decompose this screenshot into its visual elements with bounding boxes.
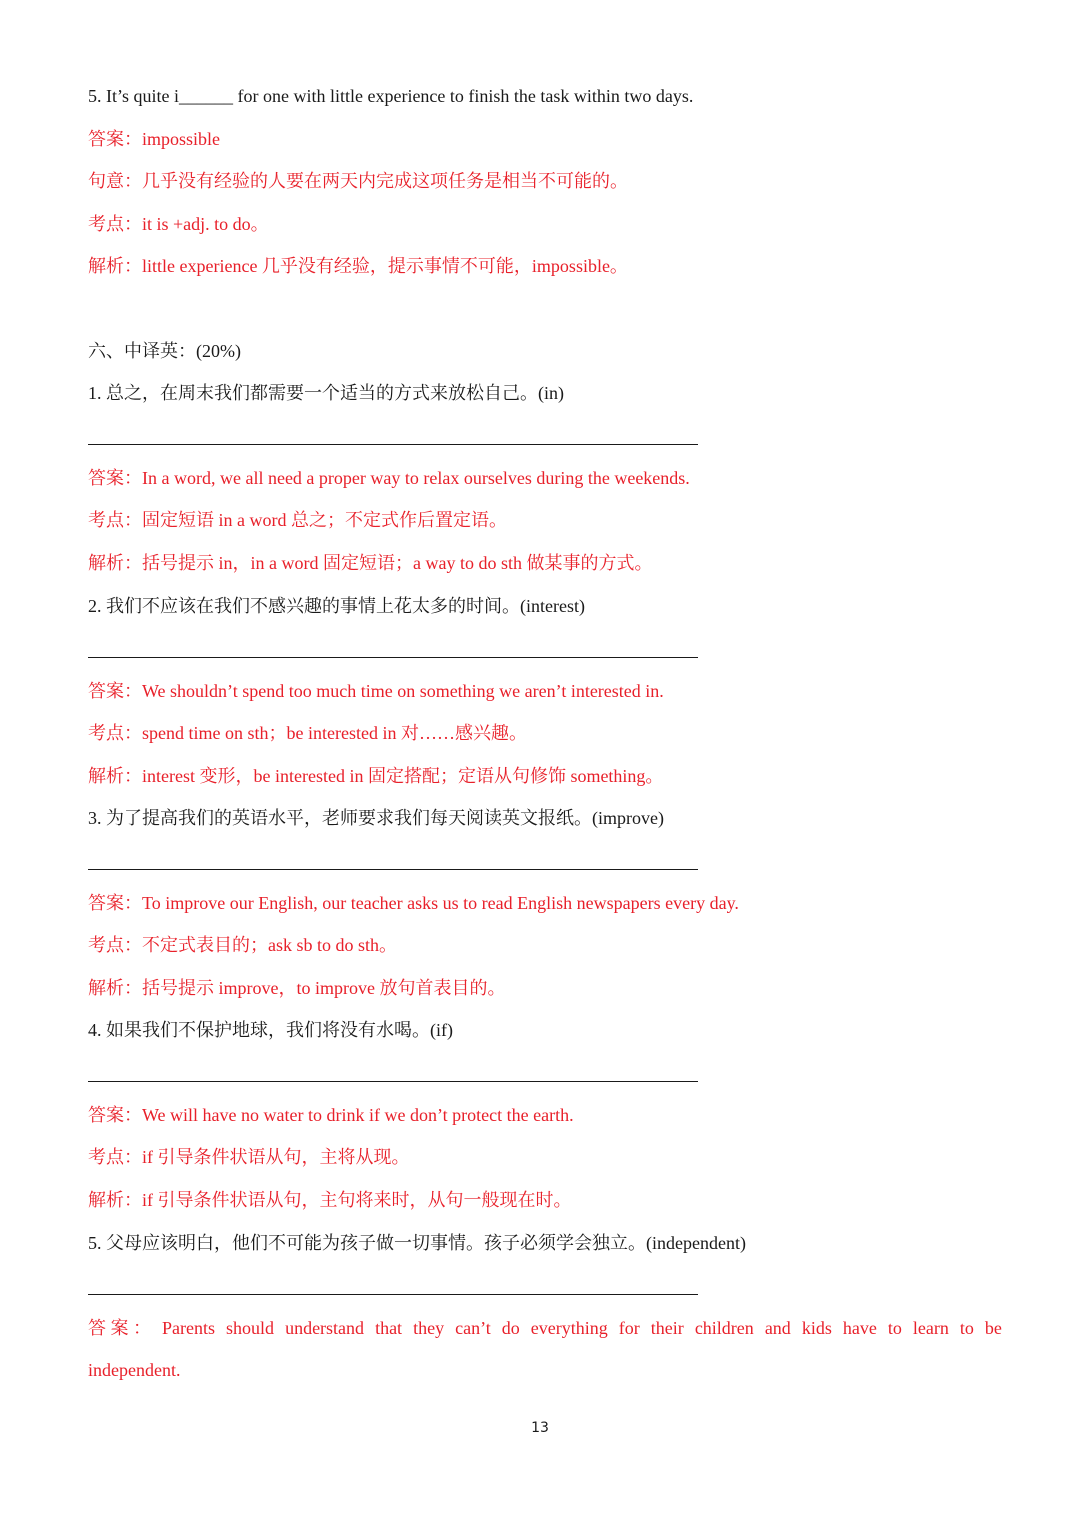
answer-line-4 [88,1081,698,1082]
answer-5-word: kids [801,1318,832,1338]
answer-3: 答案：To improve our English, our teacher asks us to read English newspapers every day. [88,893,739,913]
analysis-2: 解析：interest 变形，be interested in 固定搭配；定语从句修饰 something。 [88,766,664,786]
answer-5-word: for [618,1318,640,1338]
answer-5-word: Parents [162,1318,216,1338]
page-number: 13 [531,1420,549,1436]
analysis-1: 解析：括号提示 in，in a word 固定短语；a way to do sth 做某事的方式。 [88,553,653,573]
answer-4: 答案：We will have no water to drink if we don’t protect the earth. [88,1105,574,1125]
prev-answer-5: 答案：impossible [88,129,221,149]
prev-analysis-5: 解析：little experience 几乎没有经验，提示事情不可能，impossible。 [88,256,628,276]
answer-5-word: 答 案 ： [88,1318,151,1338]
prev-meaning-5: 句意：几乎没有经验的人要在两天内完成这项任务是相当不可能的。 [88,171,628,191]
answer-5-word: children [694,1318,754,1338]
answer-5-word: should [226,1318,275,1338]
answer-5-word: everything [530,1318,608,1338]
analysis-3: 解析：括号提示 improve，to improve 放句首表目的。 [88,978,506,998]
question-5: 5. 父母应该明白，他们不可能为孩子做一切事情。孩子必须学会独立。(independent) [88,1233,746,1253]
question-2: 2. 我们不应该在我们不感兴趣的事情上花太多的时间。(interest) [88,596,585,616]
prev-question-5: 5. It’s quite i______ for one with little experience to finish the task within two days. [88,86,694,106]
answer-5-word: understand [285,1318,365,1338]
answer-5-word: can’t [455,1318,491,1338]
answer-5-word: be [984,1318,1002,1338]
answer-5-continuation: independent. [88,1360,181,1380]
answer-5-word: to [959,1318,974,1338]
section-heading: 六、中译英：(20%) [88,341,241,361]
answer-line-3 [88,869,698,870]
answer-5-word: learn [912,1318,949,1338]
answer-line-5 [88,1294,698,1295]
point-1: 考点：固定短语 in a word 总之；不定式作后置定语。 [88,510,507,530]
question-4: 4. 如果我们不保护地球，我们将没有水喝。(if) [88,1020,453,1040]
question-3: 3. 为了提高我们的英语水平，老师要求我们每天阅读英文报纸。(improve) [88,808,664,828]
answer-2: 答案：We shouldn’t spend too much time on something we aren’t interested in. [88,681,664,701]
answer-5-word: their [650,1318,684,1338]
answer-5-justified [88,1316,1002,1340]
answer-1: 答案：In a word, we all need a proper way to relax ourselves during the weekends. [88,468,690,488]
point-4: 考点：if 引导条件状语从句，主将从现。 [88,1147,410,1167]
answer-line-2 [88,657,698,658]
answer-5-word: and [764,1318,791,1338]
answer-5-word: do [501,1318,520,1338]
answer-line-1 [88,444,698,445]
answer-5-word: have [842,1318,877,1338]
analysis-4: 解析：if 引导条件状语从句，主句将来时，从句一般现在时。 [88,1190,572,1210]
answer-5-word: to [887,1318,902,1338]
point-2: 考点：spend time on sth；be interested in 对……感兴趣。 [88,723,527,743]
prev-point-5: 考点：it is +adj. to do。 [88,214,269,234]
answer-5-word: that [375,1318,403,1338]
question-1: 1. 总之，在周末我们都需要一个适当的方式来放松自己。(in) [88,383,564,403]
point-3: 考点：不定式表目的；ask sb to do sth。 [88,935,398,955]
answer-5-word: they [413,1318,445,1338]
